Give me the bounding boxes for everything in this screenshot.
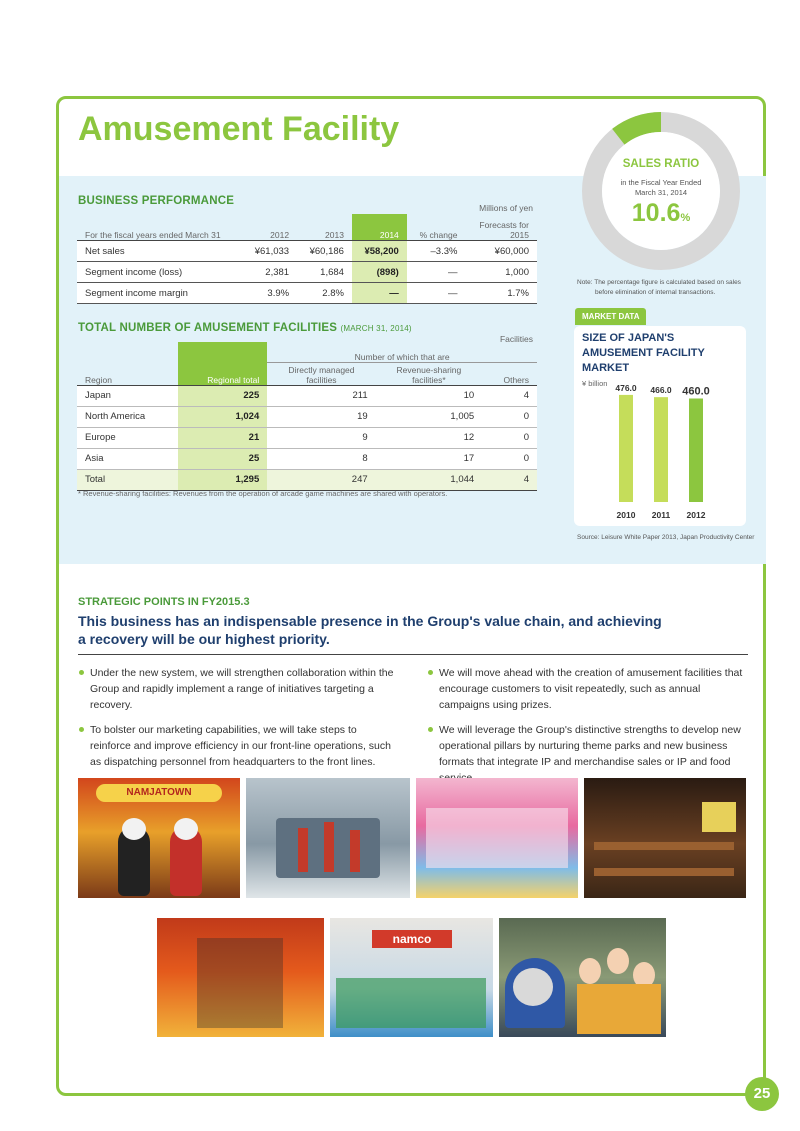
photo-children-train	[499, 918, 666, 1037]
bp-col-2013: 2013	[297, 214, 352, 241]
table-row: Japan 225 211 10 4	[77, 385, 537, 406]
bullets-right	[427, 665, 747, 795]
table-row: Segment income margin 3.9% 2.8% — — 1.7%	[77, 283, 537, 304]
bar-value-label: 466.0	[650, 385, 672, 396]
x-tick-label: 2012	[686, 510, 706, 520]
market-source: Source: Leisure White Paper 2013, Japan Productivity Center	[577, 534, 755, 541]
strategic-heading: STRATEGIC POINTS IN FY2015.3	[78, 596, 250, 608]
business-performance-heading: BUSINESS PERFORMANCE	[78, 195, 235, 207]
table-row: Europe 21 9 12 0	[77, 427, 537, 448]
facilities-footnote: * Revenue-sharing facilities: Revenues from the operation of arcade game machines are shared with operators.	[78, 489, 448, 498]
photo-robot-figures	[246, 778, 410, 898]
bp-col-label: For the fiscal years ended March 31	[77, 214, 242, 241]
market-chart-title: SIZE OF JAPAN'S AMUSEMENT FACILITY MARKET	[582, 332, 705, 374]
sales-ratio-note: Note: The percentage figure is calculated based on sales before elimination of internal transactions.	[577, 279, 741, 296]
photo-namco-store	[330, 918, 493, 1037]
photo-facility-entrance	[157, 918, 324, 1037]
namco-sign: namco	[372, 930, 452, 948]
sales-ratio-heading: SALES RATIO	[622, 158, 700, 170]
bp-col-change: % change	[407, 214, 466, 241]
photo-restaurant	[584, 778, 746, 898]
table-row: Net sales ¥61,033 ¥60,186 ¥58,200 –3.3% ¥60,000	[77, 241, 537, 262]
x-tick-label: 2011	[651, 510, 671, 520]
list-item: Under the new system, we will strengthen collaboration within the Group and rapidly implement a range of initiatives targeting a recovery.	[78, 665, 398, 713]
list-item: To bolster our marketing capabilities, we will take steps to reinforce and improve efficiency in our front-line operations, such as dispatching personnel from headquarters to the front lines.	[78, 722, 398, 770]
bar-value-label: 460.0	[682, 385, 710, 398]
list-item: We will leverage the Group's distinctive strengths to develop new operational pillars by nurturing theme parks and new business formats that integrate IP and merchandise sales or IP and food	[427, 722, 747, 786]
bar-2012	[689, 399, 703, 503]
market-chart-unit: ¥ billion	[582, 379, 608, 388]
bar-2011	[654, 397, 668, 502]
facilities-table	[77, 342, 537, 491]
bp-unit: Millions of yen	[479, 203, 533, 213]
facilities-group-header: Number of which that are	[267, 342, 537, 363]
page-number: 25	[745, 1077, 779, 1111]
strategic-headline: This business has an indispensable presence in the Group's value chain, and achieving a recovery will be our highest priority.	[78, 612, 748, 655]
bp-col-forecast: Forecasts for 2015	[465, 214, 537, 241]
x-tick-label: 2010	[616, 510, 636, 520]
bar-2010	[619, 395, 633, 502]
photo-game-shop	[416, 778, 578, 898]
table-row: North America 1,024 19 1,005 0	[77, 406, 537, 427]
table-row: Segment income (loss) 2,381 1,684 (898) — 1,000	[77, 262, 537, 283]
table-row: Asia 25 8 17 0	[77, 448, 537, 469]
bp-col-2014: 2014	[352, 214, 407, 241]
photo-namjatown-mascots	[78, 778, 240, 898]
bar-value-label: 476.0	[615, 382, 637, 393]
list-item: We will move ahead with the creation of amusement facilities that encourage customers to visit repeatedly, such as annual campaigns using prizes.	[427, 665, 747, 713]
sales-ratio-value: 10.6%	[631, 199, 691, 227]
fac-col-others: Others	[482, 363, 537, 386]
fac-col-total: Regional total	[178, 363, 268, 386]
page-title: Amusement Facility	[78, 110, 400, 148]
bp-col-2012: 2012	[242, 214, 297, 241]
market-bar-chart	[574, 378, 746, 524]
fac-col-revenue: Revenue-sharing facilities*	[376, 363, 483, 386]
namjatown-sign: NAMJATOWN	[96, 784, 222, 802]
sales-ratio-sub: in the Fiscal Year Ended March 31, 2014	[620, 178, 702, 197]
fac-col-direct: Directly managed facilities	[267, 363, 375, 386]
bullets-left	[78, 665, 398, 779]
facilities-unit: Facilities	[499, 334, 533, 344]
business-performance-table	[77, 214, 537, 304]
market-data-badge: MARKET DATA	[575, 308, 646, 325]
facilities-heading: TOTAL NUMBER OF AMUSEMENT FACILITIES (MARCH 31, 2014)	[78, 322, 412, 334]
table-row-total: Total 1,295 247 1,044 4	[77, 469, 537, 490]
fac-col-region: Region	[77, 363, 178, 386]
